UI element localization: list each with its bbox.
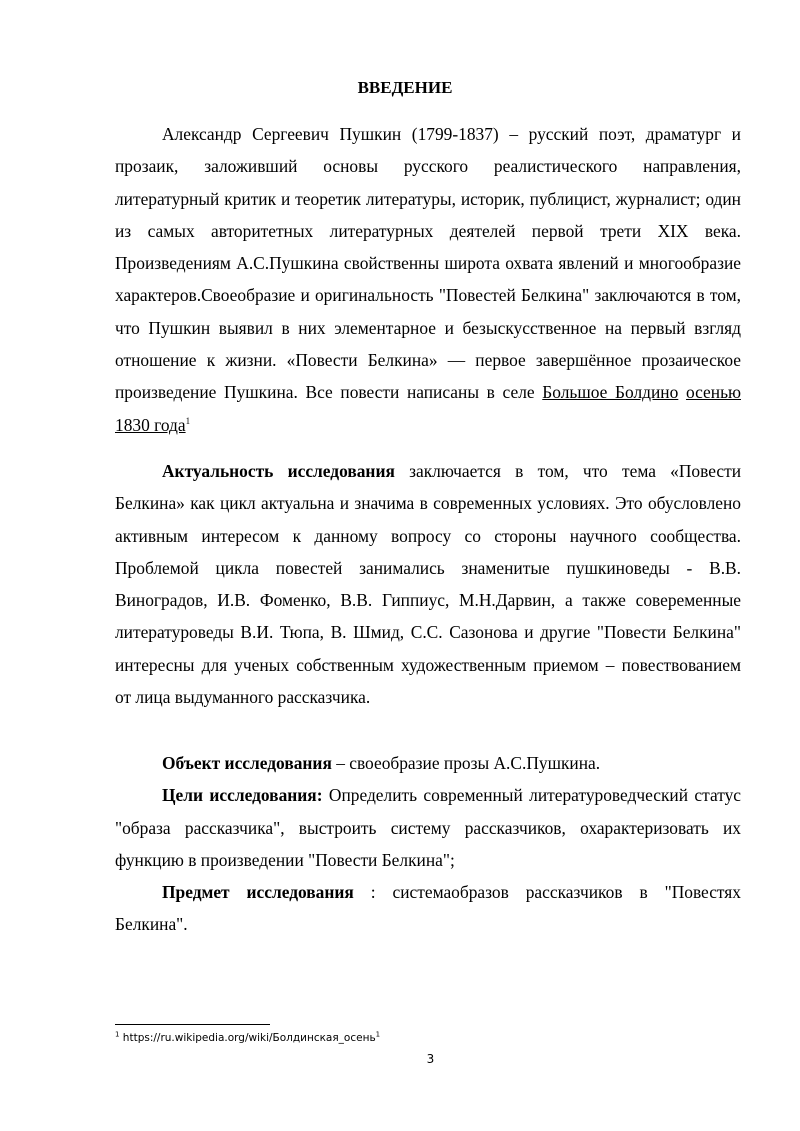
- page-number: 3: [426, 1052, 435, 1066]
- subject-paragraph: [115, 876, 741, 941]
- subject-text: : системаобразов рассказчиков в "Повестях Белкина".: [115, 882, 741, 935]
- intro-paragraph-block: [115, 118, 741, 441]
- relevance-paragraph: [115, 455, 741, 713]
- footnote-ref[interactable]: 1: [185, 415, 191, 426]
- goals-text: Определить современный литературоведческий статус "образа рассказчика", выстроить систему рассказчиков, охарактеризовать их функцию в произведении "Повести Белкина";: [115, 785, 742, 870]
- intro-text: Александр Сергеевич Пушкин (1799-1837) – русский поэт, драматург и прозаик, заложивший основы русского реалистического направления, литературный критик и теоретик литературы, историк, публицист, журналист; один из самых авторитетных литературных деятелей первой трети XIX века. Произведениям А.С.Пушкина свойственны широта охвата явлений и многообразие характеров.Своеобразие и оригинальность "Повестей Белкина" заключаются в том, что Пушкин выявил в них элементарное и безыскусственное на первый взгляд отношение к жизни. «Повести Белкина» — первое завершённое прозаическое произведение Пушкина. Все повести написаны в селе: [115, 124, 741, 403]
- goals-label: Цели исследования:: [162, 785, 323, 806]
- footnote-separator: [115, 1024, 270, 1025]
- goals-paragraph: [115, 779, 741, 876]
- relevance-label: Актуальность исследования: [162, 461, 395, 481]
- object-paragraph: [115, 747, 741, 779]
- relevance-text: заключается в том, что тема «Повести Белкина» как цикл актуальна и значима в современных условиях. Это обусловлено активным интересом к данному вопросу со стороны научного сообщества. Проблемой цикла повестей занимались знаменитые пушкиноведы - В.В. Виноградов, И.В. Фоменко, В.В. Гиппиус, М.Н.Дарвин, а также совеременные литературоведы В.И. Тюпа, В. Шмид, С.С. Сазонова и другие "Повести Белкина" интересны для ученых собственным художественным приемом – повествованием от лица выдуманного рассказчика.: [115, 461, 742, 708]
- link-autumn-1830[interactable]: осенью 1830 года: [115, 382, 741, 435]
- footnote: [115, 1031, 380, 1045]
- footnote-trailing-sup: 1: [375, 1030, 381, 1039]
- footnote-link[interactable]: https://ru.wikipedia.org/wiki/Болдинская_осень: [119, 1032, 376, 1044]
- link-bolshoe-boldino[interactable]: Большое Болдино: [542, 382, 679, 403]
- subject-label: Предмет исследования: [162, 882, 354, 903]
- object-label: Объект исследования: [162, 753, 332, 773]
- research-sections-block: [115, 747, 741, 941]
- relevance-paragraph-block: [115, 455, 741, 713]
- footnote-number: 1: [115, 1030, 120, 1039]
- object-text: – своеобразие прозы А.С.Пушкина.: [331, 753, 601, 773]
- intro-paragraph: [115, 118, 741, 441]
- page-title: ВВЕДЕНИЕ: [357, 78, 453, 97]
